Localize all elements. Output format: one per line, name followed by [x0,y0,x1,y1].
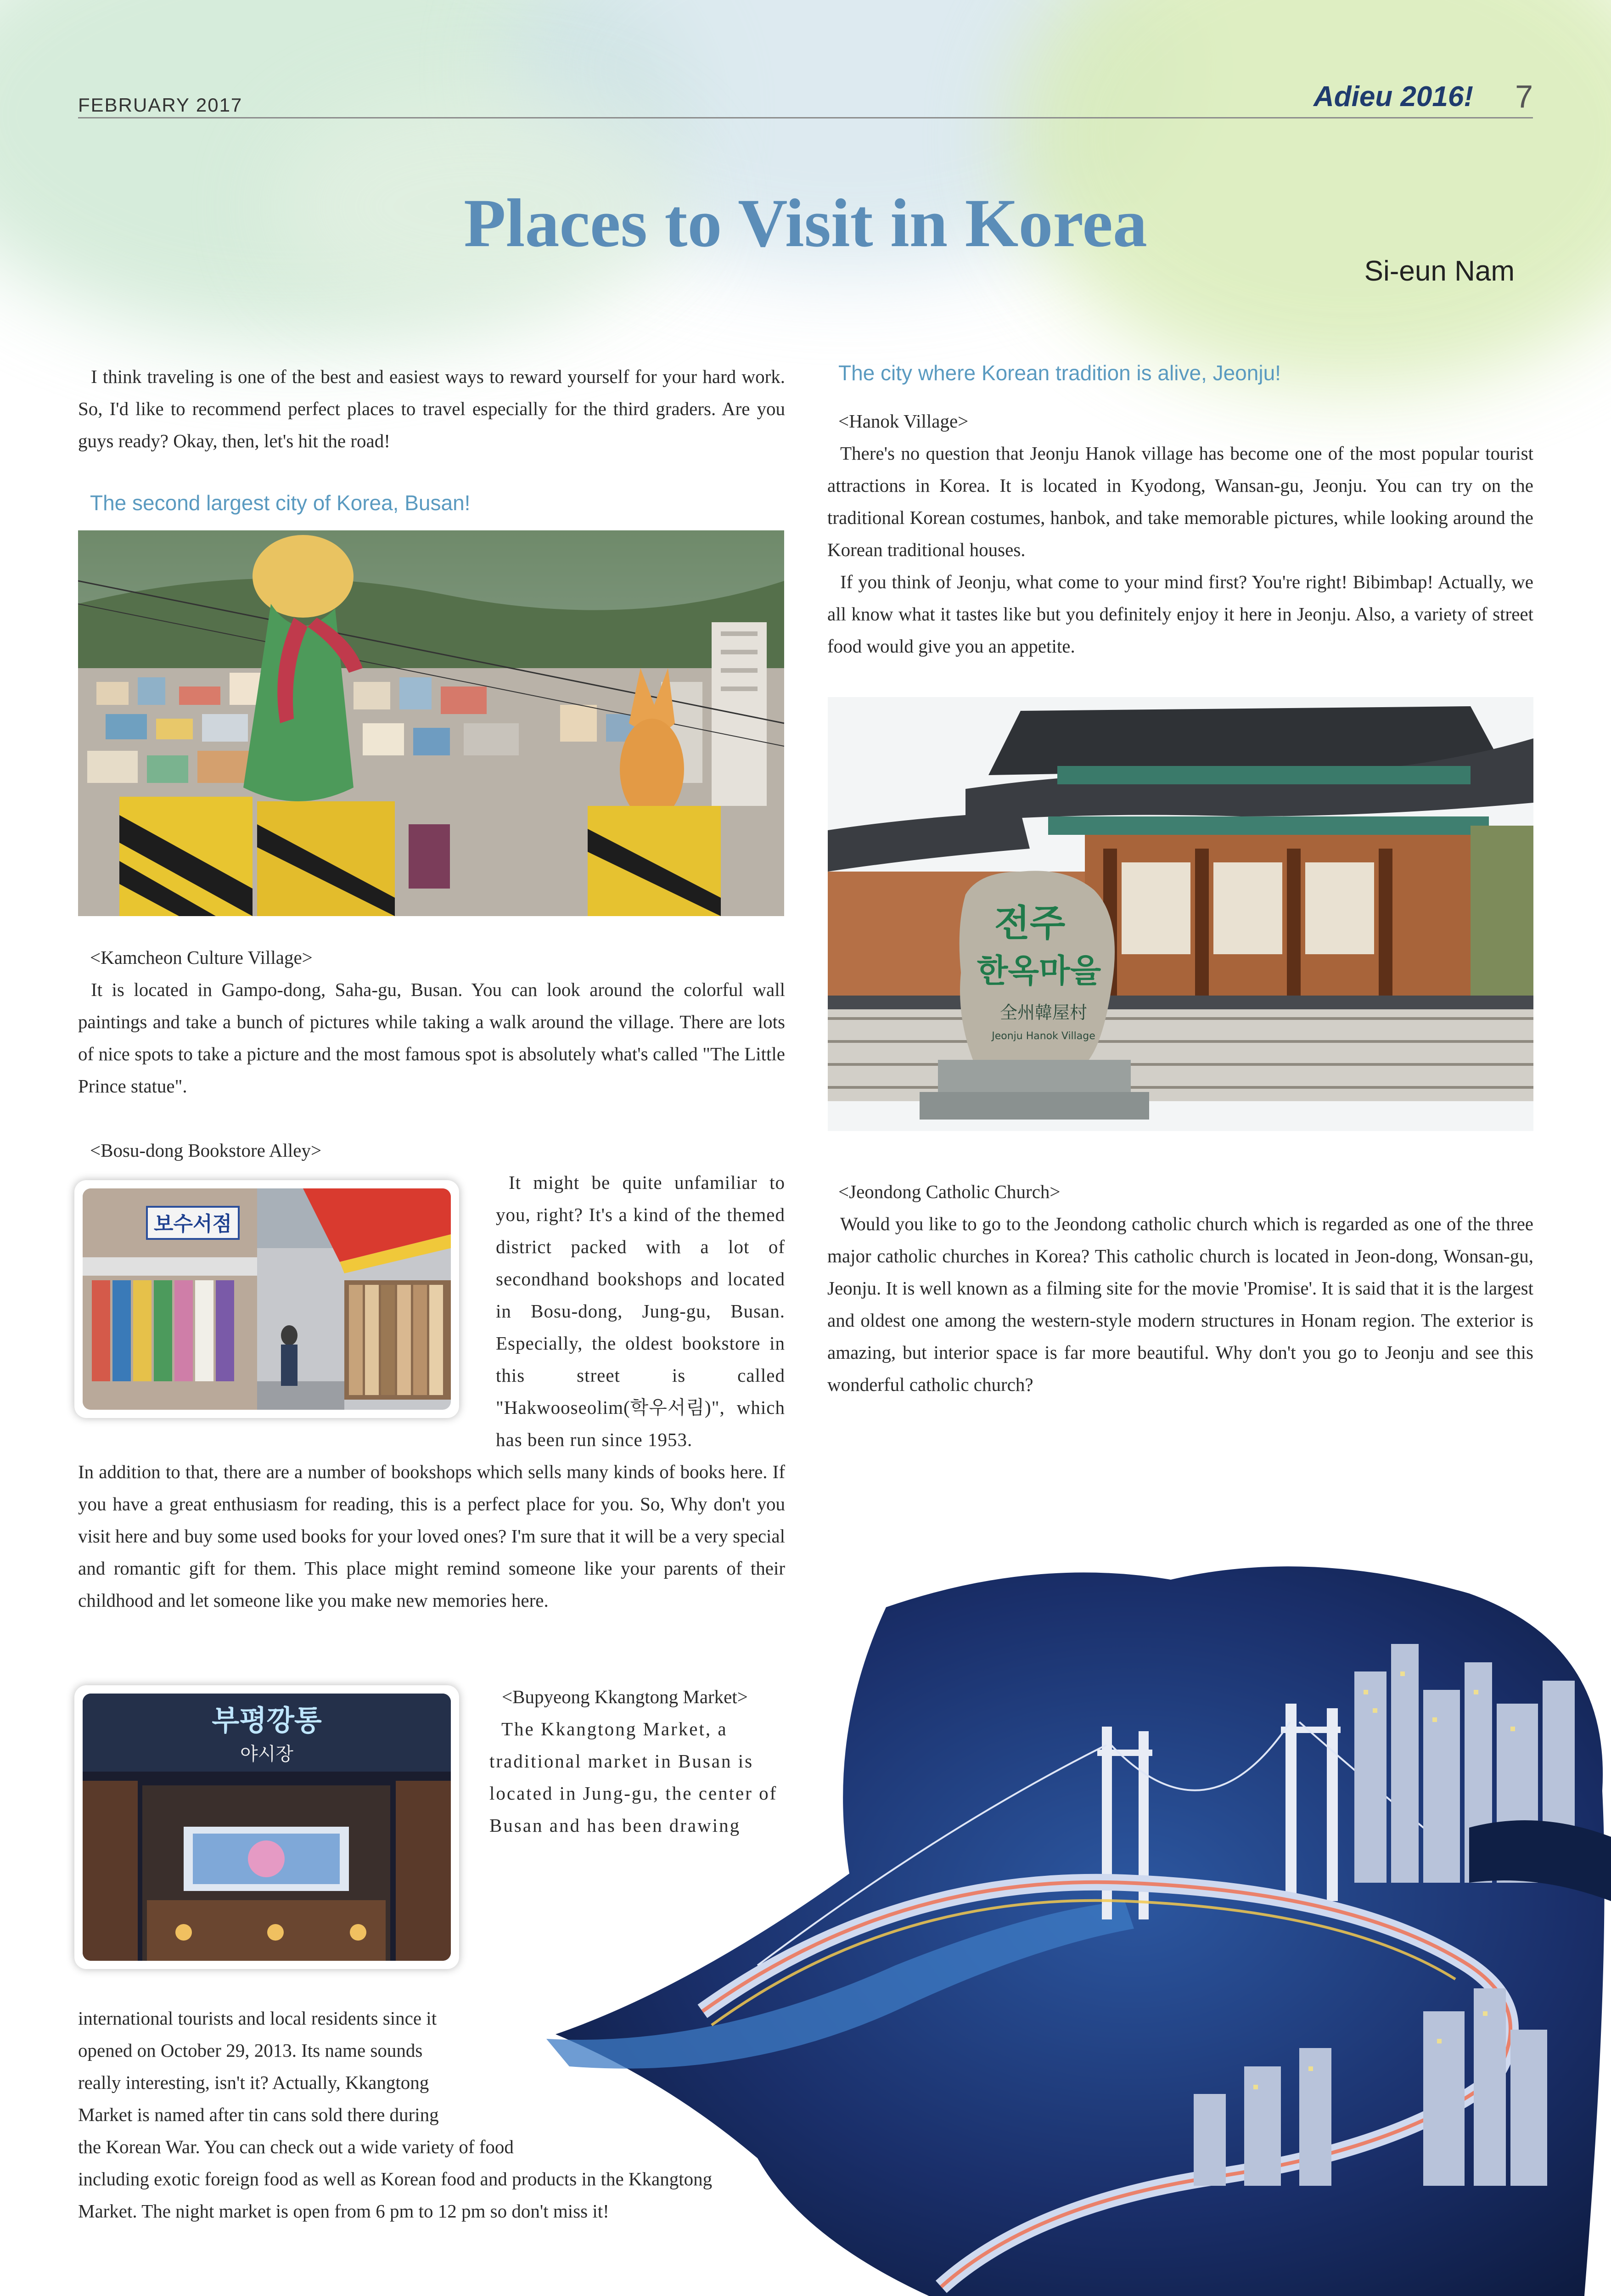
bosu-paragraph-beside: It might be quite unfamiliar to you, right? It's a kind of the themed district packed with a lot of secondhand bookshops and located in Bosu-dong, Jung-gu, Busan. Especially, the oldest bookstore in this street is called "Hakwooseolim(학우서림)", which has been run since 1953. [496,1172,785,1450]
article-title: Places to Visit in Korea [464,185,1147,261]
busan-bridge-illustration [528,1552,1611,2296]
hanok-paragraph-2: If you think of Jeonju, what come to your mind first? You're right! Bibimbap! Actually, we all know what it tastes like but you definitely enjoy it here in Jeonju. Also, a variety of street food would give you an appetite. [827,571,1533,657]
bupyeong-line: international tourists and local residents since it [78,2008,437,2029]
bosu-label: <Bosu-dong Bookstore Alley> [90,1140,322,1161]
kamcheon-village-photo [78,530,784,916]
bosu-sign-text: 보수서점 [153,1212,232,1236]
busan-heading: The second largest city of Korea, Busan! [90,491,471,515]
section-name: Adieu 2016! [1313,81,1473,113]
stone-text-hanja: 全州韓屋村 [999,1002,1088,1023]
bosu-paragraph-full: In addition to that, there are a number of bookshops which sells many kinds of books here. If you have a great enthusiasm for reading, this is a perfect place for you. So, Why don't you visit here and buy some used books for your loved ones? I'm sure that it will be a very special and romantic gift for them. This place might remind someone like your parents of their childhood and let someone like you make new memories here. [78,1461,785,1611]
stone-text-jeonju: 전주 [994,902,1066,945]
jeondong-label: <Jeondong Catholic Church> [838,1181,1061,1202]
bupyeong-line: Market. The night market is open from 6 pm to 12 pm so don't miss it! [78,2200,609,2222]
hanok-paragraph-1: There's no question that Jeonju Hanok village has become one of the most popular tourist attractions in Korea. It is located in Kyodong, Wansan-gu, Jeonju. You can try on the traditional Korean costumes, hanbok, and take memorable pictures, while looking around the Korean traditional houses. [827,443,1533,560]
article-author: Si-eun Nam [1364,255,1515,287]
stone-text-english: Jeonju Hanok Village [992,1030,1095,1042]
bupyeong-line: the Korean War. You can check out a wide variety of food [78,2136,514,2157]
jeonju-heading: The city where Korean tradition is alive, Jeonju! [838,361,1281,385]
kamcheon-paragraph: It is located in Gampo-dong, Saha-gu, Busan. You can look around the colorful wall paintings and take a bunch of pictures while taking a walk around the village. There are lots of nice spots to take a picture and the most famous spot is absolutely what's called "The Little Prince statue". [78,979,785,1097]
bupyeong-label: <Bupyeong Kkangtong Market> [502,1686,748,1707]
intro-paragraph: I think traveling is one of the best and easiest ways to reward yourself for your hard work. So, I'd like to recommend perfect places to travel especially for the third graders. Are you guys ready? Okay, then, let's hit the road! [78,366,785,451]
hanok-village-photo [828,697,1533,1131]
bupyeong-market-photo [74,1685,459,1969]
page-number: 7 [1515,79,1533,114]
market-sign-line1: 부평깡통 [212,1704,322,1737]
stone-text-hanok: 한옥마을 [977,952,1101,990]
bupyeong-line: including exotic foreign food as well as Korean food and products in the Kkangtong [78,2168,713,2189]
jeondong-paragraph: Would you like to go to the Jeondong catholic church which is regarded as one of the three major catholic churches in Korea? This catholic church is located in Jeon-dong, Wonsan-gu, Jeonju. It is well known as a filming site for the movie 'Promise'. It is said that it is the largest and oldest one among the western-style modern structures in Honam region. The exterior is amazing, but interior space is far more beautiful. Why don't you go to Jeonju and see this wonderful catholic church? [827,1213,1533,1395]
bosu-bookstore-photo [74,1180,459,1418]
bupyeong-line: opened on October 29, 2013. Its name sounds [78,2040,423,2061]
kamcheon-label: <Kamcheon Culture Village> [90,947,313,968]
bupyeong-line: really interesting, isn't it? Actually, Kkangtong [78,2072,429,2093]
bupyeong-paragraph-beside: The Kkangtong Market, a traditional market in Busan is located in Jung-gu, the center of Busan and has been drawing [489,1718,778,1836]
header-rule [78,117,1533,118]
bupyeong-line: Market is named after tin cans sold there during [78,2104,439,2125]
hanok-label: <Hanok Village> [838,411,969,432]
issue-date: FEBRUARY 2017 [78,94,243,116]
market-sign-line2: 야시장 [240,1744,293,1765]
